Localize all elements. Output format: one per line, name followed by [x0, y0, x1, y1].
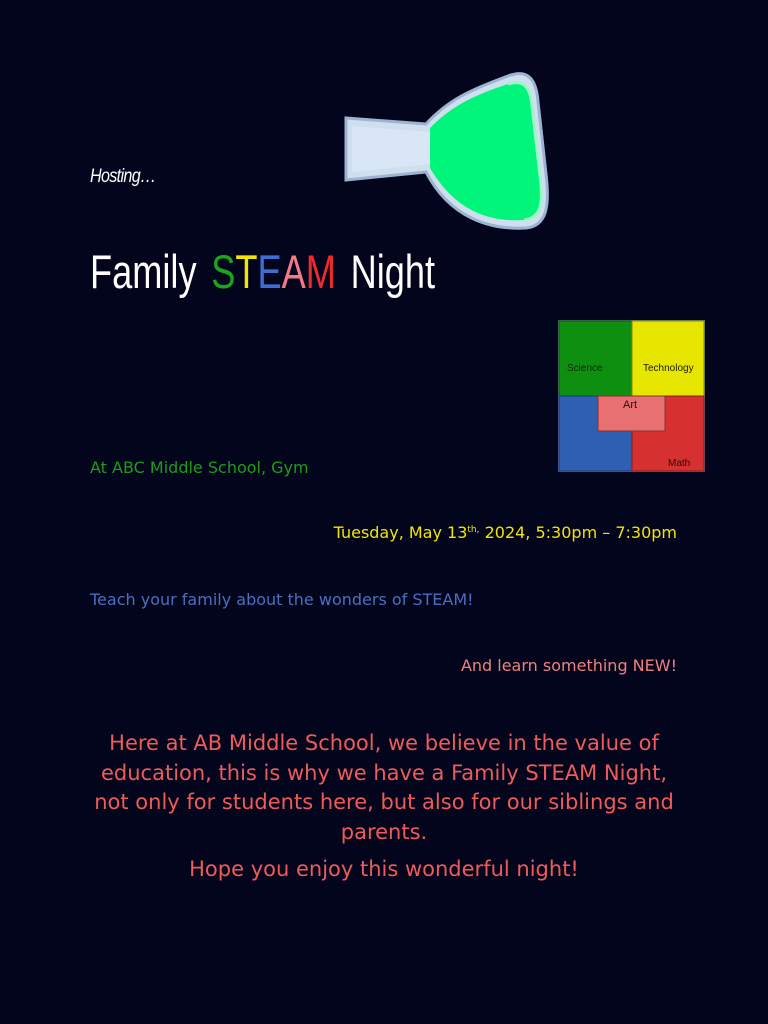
steam-letter-m: M — [305, 245, 336, 298]
technology-block — [632, 321, 704, 396]
description-paragraph: Here at AB Middle School, we believe in the value of education, this is why we have a Family STEAM Night, not only for students here, but also for our siblings and parents. — [94, 731, 674, 844]
technology-label: Technology — [643, 363, 694, 374]
steam-letter-a: A — [281, 245, 306, 298]
steam-letter-e: E — [257, 245, 282, 298]
science-block — [559, 321, 632, 396]
title-prefix: Family — [90, 245, 197, 298]
event-datetime — [334, 523, 677, 542]
steam-letter-t: T — [235, 245, 258, 298]
learn-tagline: And learn something NEW! — [460, 656, 677, 675]
science-label: Science — [567, 363, 603, 374]
event-title — [90, 244, 435, 300]
flask-icon — [340, 66, 552, 238]
datetime-date: Tuesday, May 13 — [333, 523, 468, 542]
steam-letter-s: S — [211, 245, 236, 298]
steam-graphic — [558, 320, 705, 472]
steam-word — [211, 245, 336, 298]
title-suffix: Night — [350, 245, 436, 298]
teach-tagline: Teach your family about the wonders of STEAM! — [90, 590, 474, 609]
hosting-label: Hosting… — [90, 166, 156, 187]
event-location: At ABC Middle School, Gym — [90, 458, 309, 477]
datetime-ordinal: th, — [467, 525, 480, 535]
math-label: Math — [668, 458, 691, 469]
art-label: Art — [623, 399, 638, 411]
datetime-time: 2024, 5:30pm – 7:30pm — [479, 523, 677, 542]
closing-line: Hope you enjoy this wonderful night! — [189, 857, 579, 881]
